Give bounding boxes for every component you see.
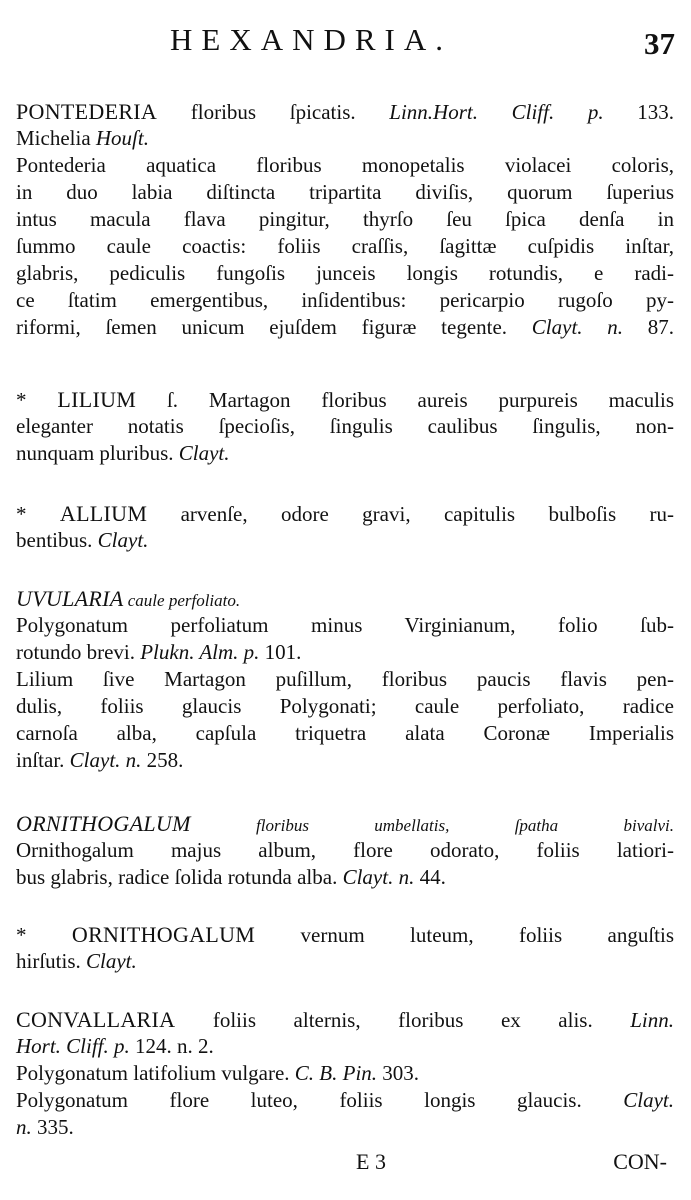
citation-number: 124. n. 2. [129,1034,214,1058]
entry-line: ce ſtatim emergentibus, inſidentibus: pericarpio rugoſo py- [16,288,674,312]
genus-name: ALLIUM [59,501,148,526]
catchword: CON- [613,1149,667,1174]
genus-name: ORNITHOGALUM [16,811,191,836]
entry-line [16,1087,674,1114]
entry-line [16,500,674,527]
entry-line [16,810,674,837]
entry-line: Polygonatum perfoliatum minus Virginianum, folio ſub- [16,613,674,637]
citation: Clayt. n. [531,315,624,339]
entry-text: Polygonatum latifolium vulgare. [16,1061,295,1085]
entry-text: arvenſe, odore gravi, capitulis bulboſis ru- [147,502,674,526]
running-head [0,18,691,62]
entry-line [16,386,674,413]
citation-number: 87. [623,315,675,339]
citation-number: 335. [31,1115,74,1139]
entry-line [16,1060,674,1087]
entry-line: glabris, pediculis fungoſis junceis longis rotundis, e radi- [16,261,674,285]
entry-text: nunquam pluribus. [16,441,179,465]
entry-text: caule perfoliato. [123,591,241,610]
entry-line [16,948,674,975]
citation-number: 101. [259,640,302,664]
genus-name: UVULARIA [16,586,124,611]
entry-line [16,314,674,341]
entry-line: ſummo caule coactis: foliis craſſis, ſagittæ cuſpidis inſtar, [16,234,674,258]
citation: Plukn. Alm. p. [140,640,260,664]
genus-name: LILIUM [57,387,137,412]
entry-line [16,585,674,612]
citation: C. B. Pin. [294,1061,378,1085]
entry-text: Michelia [16,126,96,150]
entry-uvularia [16,585,674,774]
asterisk-marker: * [16,388,58,412]
citation: Linn.Hort. Cliff. p. [389,100,604,124]
entry-line [16,440,674,467]
entry-line [16,125,674,152]
entry-line [16,1114,674,1141]
entry-allium [16,500,674,554]
page-title: HEXANDRIA. [170,22,453,57]
signature-mark: E 3 [356,1149,386,1174]
entry-line [16,921,674,948]
entry-ornithogalum-vernum [16,921,674,975]
citation: n. [16,1115,32,1139]
citation: Clayt. [623,1088,674,1112]
entry-text: hirſutis. [16,949,87,973]
entry-text: floribus umbellatis, ſpatha bivalvi. [190,816,674,835]
entry-line: carnoſa alba, capſula triquetra alata Coronæ Imperialis [16,721,674,745]
entry-text: riformi, ſemen unicum ejuſdem figuræ tegente. [16,315,532,339]
citation: Clayt. n. [69,748,142,772]
citation-number: 303. [377,1061,420,1085]
entry-line: dulis, foliis glaucis Polygonati; caule perfoliato, radice [16,694,674,718]
genus-name: PONTEDERIA [16,99,158,124]
entry-line [16,747,674,774]
citation-number: 44. [414,865,446,889]
entry-text: foliis alternis, floribus ex alis. [175,1008,631,1032]
citation: Hort. Cliff. p. [16,1034,130,1058]
citation: Houſt. [95,126,149,150]
citation: Clayt. [97,528,149,552]
entry-text: rotundo brevi. [16,640,141,664]
entry-text: floribus ſpicatis. [157,100,390,124]
entry-line [16,1033,674,1060]
entry-line: Ornithogalum majus album, flore odorato, foliis latiori- [16,838,674,862]
entry-line [16,98,674,125]
entry-convallaria [16,1006,674,1141]
entry-pontederia [16,98,674,341]
entry-line: Pontederia aquatica floribus monopetalis violacei coloris, [16,153,674,177]
entry-line: in duo labia diſtincta tripartita diviſis, quorum ſuperius [16,180,674,204]
entry-text: vernum luteum, foliis anguſtis [255,923,675,947]
asterisk-marker: * [16,502,60,526]
entry-lilium [16,386,674,467]
entry-text: ſ. Martagon floribus aureis purpureis maculis [136,388,675,412]
entry-line [16,864,674,891]
citation-number: 133. [603,100,675,124]
asterisk-marker: * [16,923,72,947]
entry-line [16,1006,674,1033]
citation: Clayt. n. [342,865,415,889]
page-number: 37 [644,26,675,61]
entry-text: inſtar. [16,748,70,772]
entry-line [16,639,674,666]
citation: Clayt. [86,949,137,973]
genus-name: CONVALLARIA [16,1007,176,1032]
genus-name: ORNITHOGALUM [71,922,256,947]
entry-text: bus glabris, radice ſolida rotunda alba. [16,865,343,889]
entry-line: intus macula flava pingitur, thyrſo ſeu ſpica denſa in [16,207,674,231]
entry-line [16,527,674,554]
entry-text: Polygonatum flore luteo, foliis longis glaucis. [16,1088,624,1112]
entry-ornithogalum-umbellatis [16,810,674,891]
entry-line: eleganter notatis ſpecioſis, ſingulis caulibus ſingulis, non- [16,414,674,438]
citation: Clayt. [178,441,230,465]
citation-number: 258. [141,748,184,772]
entry-text: bentibus. [16,528,98,552]
citation: Linn. [630,1008,674,1032]
entry-line: Lilium ſive Martagon puſillum, floribus paucis flavis pen- [16,667,674,691]
